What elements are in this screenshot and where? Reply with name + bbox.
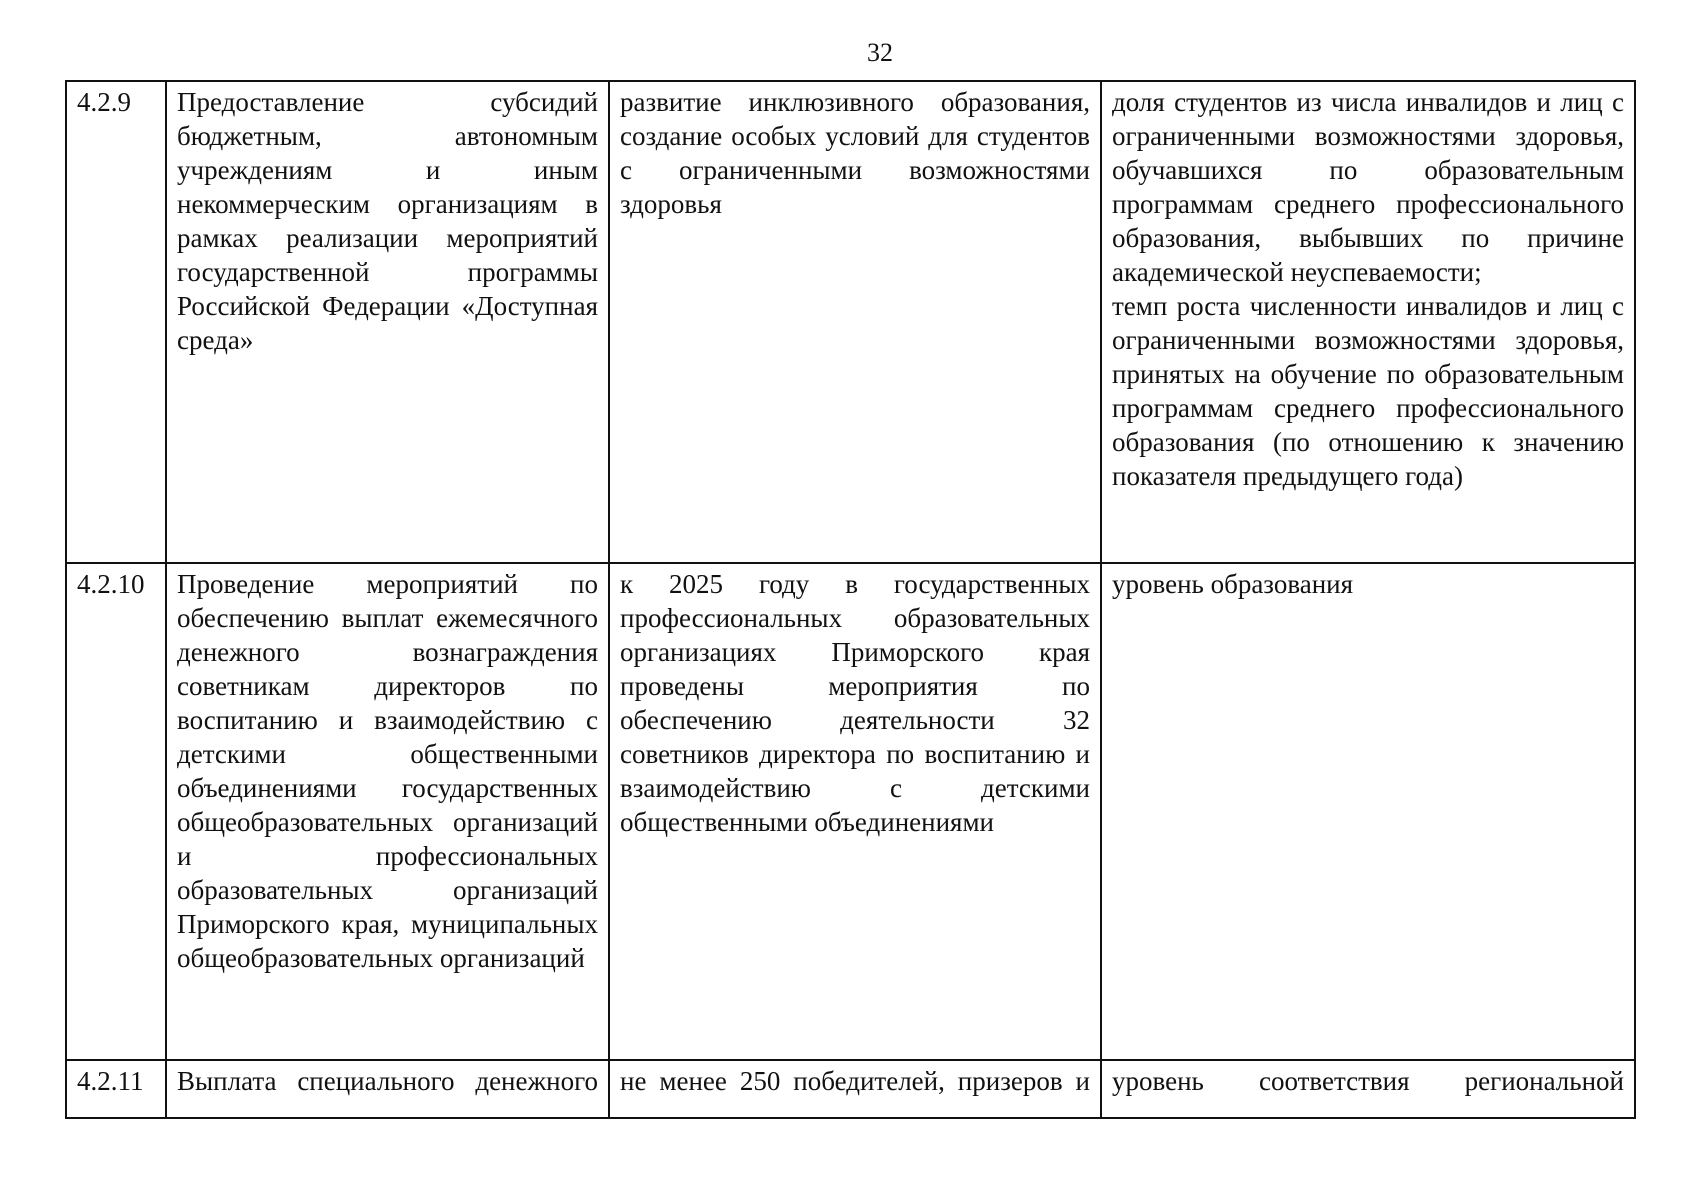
indicator-text: темп роста численности инвалидов и лиц с ограниченными возможностями здоровья, принятых на обучение по образовательным программам среднего профессионального образования (по отношению к значению показателя предыдущего года) [1112,291,1624,491]
result-cell: развитие инклюзивного образования, создание особых условий для студентов с ограниченными возможностями здоровья [609,81,1101,563]
table-row [66,563,1635,1060]
indicator-text: уровень соответствия региональной [1112,1066,1624,1096]
indicator-cell [1101,81,1635,563]
measure-cell: Проведение мероприятий по обеспечению выплат ежемесячного денежного вознаграждения советникам директоров по воспитанию и взаимодействию с детскими общественными объединениями государственных общеобразовательных организаций и профессиональных образовательных организаций Приморского края, муниципальных общеобразовательных организаций [166,563,609,1060]
row-number: 4.2.11 [66,1060,166,1118]
indicator-cell [1101,1060,1635,1118]
measure-cell: Предоставление субсидий бюджетным, автономным учреждениям и иным некоммерческим организациям в рамках реализации мероприятий государственной программы Российской Федерации «Доступная среда» [166,81,609,563]
row-number: 4.2.10 [66,563,166,1060]
table-row [66,81,1635,563]
result-cell: не менее 250 победителей, призеров и [609,1060,1101,1118]
row-number: 4.2.9 [66,81,166,563]
result-cell: к 2025 году в государственных профессиональных образовательных организациях Приморского края проведены мероприятия по обеспечению деятельности 32 советников директора по воспитанию и взаимодействию с детскими общественными объединениями [609,563,1101,1060]
measures-table [65,80,1636,1119]
indicator-text: доля студентов из числа инвалидов и лиц с ограниченными возможностями здоровья, обучавшихся по образовательным программам среднего профессионального образования, выбывших по причине академической неуспеваемости; [1112,87,1624,287]
page-number: 32 [867,38,893,67]
indicator-text: уровень образования [1112,569,1354,599]
table-row [66,1060,1635,1118]
indicator-cell [1101,563,1635,1060]
measure-cell: Выплата специального денежного [166,1060,609,1118]
